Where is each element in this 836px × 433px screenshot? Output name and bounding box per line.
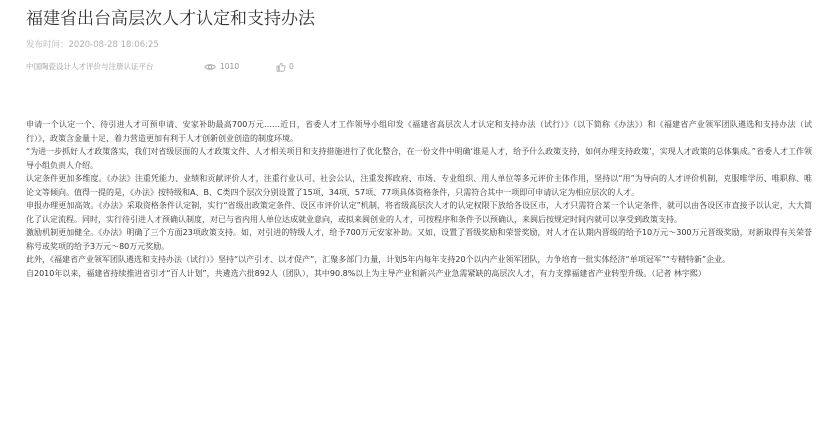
paragraph-criteria: 认定条件更加多维度。《办法》注重凭能力、业绩和贡献评价人才，注重行业认可、社会公认，注重发挥政府、市场、专业组织、用人单位等多元评价主体作用，坚持以“用”为导向的人才评价机制，克服唯学历、唯职称、唯论文等倾向。值得一提的是，《办法》按特级和A、B、C类四个层次分别设置了15项、34项、57项、77项具体资格条件，只需符合其中一项即可申请认定为相应层次的人才。 <box>26 174 812 197</box>
view-count-value: 1010 <box>220 62 240 71</box>
eye-icon <box>204 63 216 71</box>
paragraph-intro: 申请一个认定一个、待引进人才可预申请、安家补助最高700万元……近日，省委人才工作领导小组印发《福建省高层次人才认定和支持办法（试行）》（以下简称《办法》）和《福建省产业领军团队遴选和支持办法（试行）》，政策含金量十足，着力营造更加有利于人才创新创业创造的制度环境。 <box>26 120 812 143</box>
article-source[interactable]: 中国陶瓷设计人才评价与注册认证平台 <box>26 62 154 71</box>
paragraph-industry-teams: 此外，《福建省产业领军团队遴选和支持办法（试行）》坚持“以产引才、以才促产”，汇聚多部门力量，计划5年内每年支持20个以内产业领军团队，力争培育一批实体经济“单项冠军”“专精特新”企业。 <box>26 255 731 264</box>
paragraph-policy-integration: “为进一步抓好人才政策落实，我们对省级层面的人才政策文件、人才相关项目和支持措施进行了优化整合，在一份文件中明确‘谁是人才，给予什么政策支持，如何办理支持政策’，实现人才政策的总体集成。”省委人才工作领导小组负责人介绍。 <box>26 147 812 170</box>
like-count: 0 <box>289 62 294 71</box>
like-button[interactable] <box>276 60 294 74</box>
article-title: 福建省出台高层次人才认定和支持办法 <box>26 9 315 29</box>
publish-time: 发布时间：2020-08-28 18:06:25 <box>26 40 159 50</box>
paragraph-application: 申报办理更加高效。《办法》采取资格条件认定制，实行“省级出政策定条件、设区市评价认定”机制，将省级高层次人才的认定权限下放给各设区市，人才只需符合某一个认定条件，就可以由各设区市直接予以认定，大大简化了认定流程。同时，实行待引进人才预确认制度，对已与省内用人单位达成就业意向，或拟来闽创业的人才，可按程序和条件予以预确认，来闽后按规定时间内就可以享受到政策支持。 <box>26 201 812 224</box>
article-meta <box>26 60 816 74</box>
view-count <box>204 60 239 74</box>
paragraph-incentives: 激励机制更加健全。《办法》明确了三个方面23项政策支持。如，对引进的特级人才，给予700万元安家补助。又如，设置了晋级奖励和荣誉奖励，对人才在认期内晋级的给予10万元～300万元晋级奖励，对新取得有关荣誉称号或奖项的给予3万元～80万元奖励。 <box>26 228 812 251</box>
article-body <box>26 118 812 280</box>
thumbs-up-icon[interactable] <box>276 62 286 72</box>
paragraph-hundred-talents: 自2010年以来，福建省持续推进省引才“百人计划”，共遴选六批892人（团队），其中90.8%以上为主导产业和新兴产业急需紧缺的高层次人才，有力支撑福建省产业转型升级。（记者 林宇熙） <box>26 268 706 278</box>
